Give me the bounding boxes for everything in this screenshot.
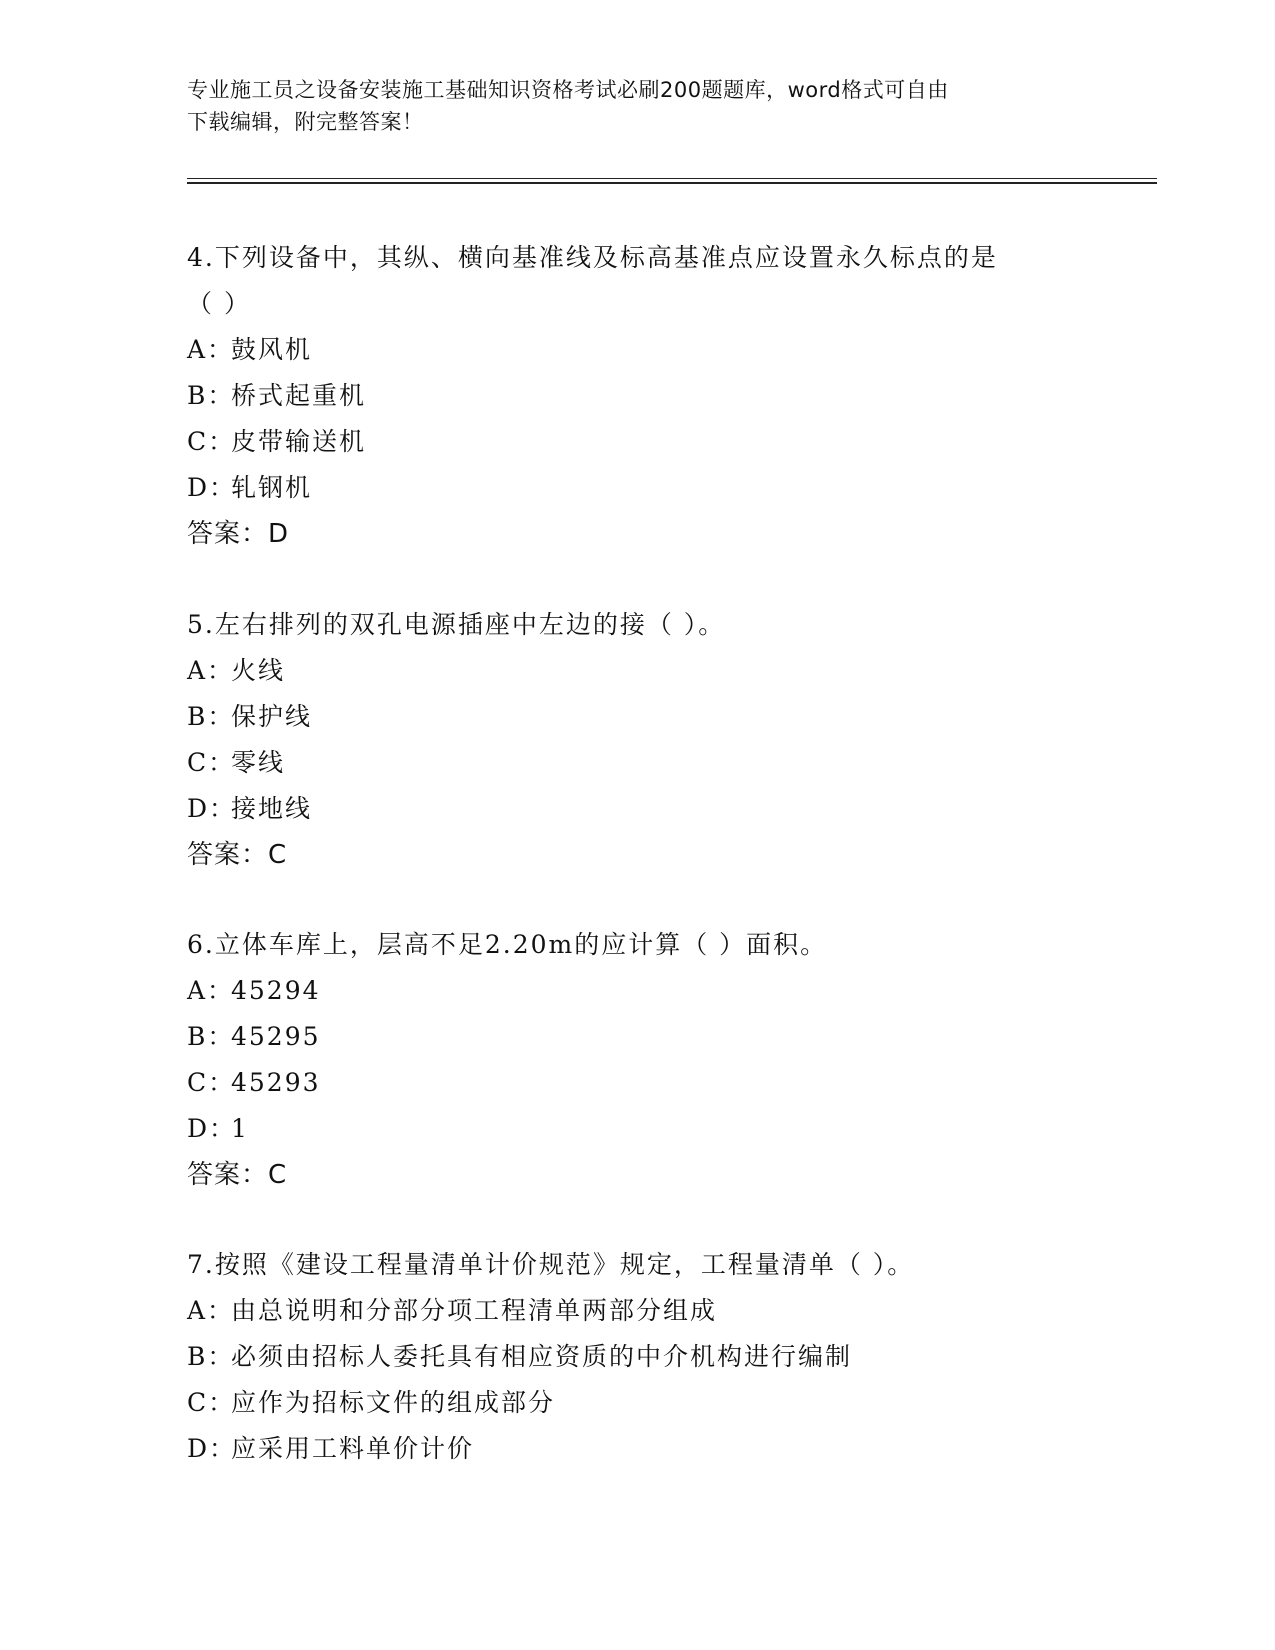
option-letter: D：	[187, 1114, 237, 1143]
option-a	[187, 327, 1147, 373]
option-text: 桥式起重机	[231, 381, 367, 410]
option-text: 火线	[231, 656, 286, 685]
question-stem: 5.左右排列的双孔电源插座中左边的接（ ）。	[187, 610, 726, 639]
option-c	[187, 419, 1147, 465]
option-a	[187, 648, 1147, 694]
option-text: 轧钢机	[231, 473, 313, 502]
question-stem-continued: （ ）	[187, 289, 251, 318]
option-text: 1	[231, 1114, 249, 1143]
option-text: 45295	[231, 1022, 321, 1051]
option-text: 皮带输送机	[231, 427, 367, 456]
option-letter: B：	[187, 1342, 235, 1371]
answer-label: 答案：C	[187, 1160, 288, 1190]
question-stem: 4.下列设备中，其纵、横向基准线及标高基准点应设置永久标点的是	[187, 243, 998, 272]
option-c	[187, 1060, 1147, 1106]
document-header	[187, 74, 1087, 138]
header-divider-thin	[187, 178, 1157, 179]
option-b	[187, 1334, 1147, 1380]
option-d	[187, 1106, 1147, 1152]
header-line-1: 专业施工员之设备安装施工基础知识资格考试必刷200题题库，word格式可自由	[187, 78, 949, 102]
option-d	[187, 465, 1147, 511]
question-4	[187, 235, 1147, 557]
option-letter: D：	[187, 794, 237, 823]
question-5	[187, 602, 1147, 878]
option-text: 必须由招标人委托具有相应资质的中介机构进行编制	[231, 1342, 853, 1371]
question-stem: 7.按照《建设工程量清单计价规范》规定，工程量清单（ ）。	[187, 1250, 915, 1279]
option-letter: A：	[187, 656, 235, 685]
option-letter: B：	[187, 1022, 235, 1051]
option-d	[187, 1426, 1147, 1472]
option-a	[187, 1288, 1147, 1334]
option-text: 45293	[231, 1068, 321, 1097]
option-c	[187, 1380, 1147, 1426]
option-text: 鼓风机	[231, 335, 313, 364]
question-6	[187, 922, 1147, 1198]
option-text: 45294	[231, 976, 321, 1005]
option-letter: D：	[187, 1434, 237, 1463]
option-text: 应作为招标文件的组成部分	[231, 1388, 556, 1417]
option-letter: C：	[187, 1388, 236, 1417]
option-letter: C：	[187, 427, 236, 456]
option-text: 应采用工料单价计价	[231, 1434, 475, 1463]
answer-label: 答案：C	[187, 840, 288, 870]
option-letter: A：	[187, 976, 235, 1005]
option-d	[187, 786, 1147, 832]
header-line-2: 下载编辑，附完整答案！	[187, 110, 424, 134]
option-letter: C：	[187, 748, 236, 777]
option-letter: B：	[187, 381, 235, 410]
option-b	[187, 373, 1147, 419]
header-divider-thick	[187, 182, 1157, 184]
option-text: 接地线	[231, 794, 313, 823]
question-7	[187, 1242, 1147, 1472]
option-text: 保护线	[231, 702, 313, 731]
option-letter: A：	[187, 335, 235, 364]
option-letter: A：	[187, 1296, 235, 1325]
question-stem: 6.立体车库上，层高不足2.20m的应计算（ ）面积。	[187, 930, 828, 959]
option-letter: C：	[187, 1068, 236, 1097]
option-text: 由总说明和分部分项工程清单两部分组成	[231, 1296, 718, 1325]
option-letter: B：	[187, 702, 235, 731]
option-b	[187, 694, 1147, 740]
option-b	[187, 1014, 1147, 1060]
option-c	[187, 740, 1147, 786]
answer-label: 答案：D	[187, 519, 290, 549]
option-text: 零线	[231, 748, 286, 777]
option-a	[187, 968, 1147, 1014]
option-letter: D：	[187, 473, 237, 502]
